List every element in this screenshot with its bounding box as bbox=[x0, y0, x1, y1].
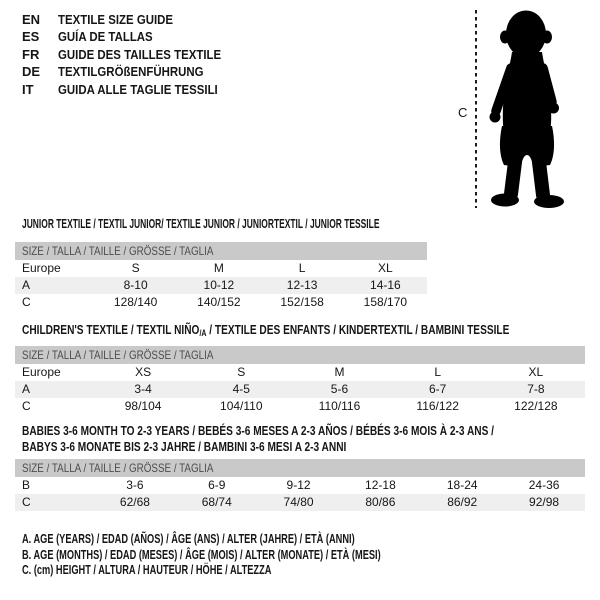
lang-row-it bbox=[22, 81, 243, 98]
table-cell: 152/158 bbox=[280, 295, 324, 309]
table-cell: 68/74 bbox=[201, 495, 232, 509]
table-cell: 86/92 bbox=[447, 495, 478, 509]
table-row bbox=[15, 364, 585, 381]
height-dashed-line-icon bbox=[475, 10, 477, 208]
baby-silhouette-icon bbox=[488, 8, 578, 208]
junior-size-table bbox=[15, 260, 427, 311]
row-label: A bbox=[22, 382, 31, 396]
table-cell: 7-8 bbox=[527, 382, 545, 396]
size-header-text: SIZE / TALLA / TAILLE / GRÖSSE / TAGLIA bbox=[22, 461, 214, 475]
title-line1: BABIES 3-6 MONTH TO 2-3 YEARS / BEBÉS 3-6 MESES A 2-3 AÑOS / BÉBÉS 3-6 MOIS À 2-3 ANS / bbox=[22, 423, 494, 438]
table-cell: 116/122 bbox=[416, 399, 459, 413]
title-text: JUNIOR TEXTILE / TEXTIL JUNIOR/ TEXTILE JUNIOR / JUNIORTEXTIL / JUNIOR TESSILE bbox=[22, 216, 380, 231]
table-cell: 3-6 bbox=[126, 478, 144, 492]
table-cell: M bbox=[213, 261, 224, 275]
footnote-a: A. AGE (YEARS) / EDAD (AÑOS) / ÂGE (ANS) / ALTER (JAHRE) / ETÀ (ANNI) bbox=[22, 532, 355, 546]
section-title-children bbox=[22, 322, 509, 342]
children-size-table bbox=[15, 364, 585, 415]
lang-row-fr bbox=[22, 46, 243, 63]
table-cell: L bbox=[434, 365, 441, 379]
table-cell: 14-16 bbox=[370, 278, 401, 292]
table-cell: 8-10 bbox=[123, 278, 148, 292]
babies-size-table bbox=[15, 477, 585, 511]
table-cell: 9-12 bbox=[286, 478, 311, 492]
size-header-text: SIZE / TALLA / TAILLE / GRÖSSE / TAGLIA bbox=[22, 244, 214, 258]
row-label: Europe bbox=[22, 365, 61, 379]
lang-label: GUIDA ALLE TAGLIE TESSILI bbox=[58, 81, 218, 97]
lang-code: IT bbox=[22, 81, 34, 97]
title-text: / TEXTILE DES ENFANTS / KINDERTEXTIL / BAMBINI TESSILE bbox=[206, 322, 510, 337]
table-cell: 12-18 bbox=[365, 478, 396, 492]
size-header-bar bbox=[15, 459, 585, 477]
lang-row-de bbox=[22, 63, 243, 80]
table-cell: 98/104 bbox=[124, 399, 162, 413]
table-cell: 110/116 bbox=[318, 399, 361, 413]
junior-table-block bbox=[15, 242, 427, 311]
height-figure bbox=[450, 8, 590, 214]
footnote-c: C. (cm) HEIGHT / ALTURA / HAUTEUR / HÖHE / ALTEZZA bbox=[22, 563, 272, 578]
babies-table-block bbox=[15, 459, 585, 511]
table-cell: 128/140 bbox=[113, 295, 158, 309]
table-cell: 10-12 bbox=[203, 278, 235, 292]
table-row bbox=[15, 477, 585, 494]
lang-code: EN bbox=[22, 12, 41, 27]
table-cell: XL bbox=[528, 365, 544, 379]
table-row bbox=[15, 277, 427, 294]
table-cell: XL bbox=[378, 261, 393, 275]
lang-label: GUIDE DES TAILLES TEXTILE bbox=[58, 46, 222, 62]
table-row bbox=[15, 260, 427, 277]
table-cell: 6-9 bbox=[208, 478, 226, 492]
lang-row-es bbox=[22, 28, 243, 45]
table-cell: L bbox=[298, 261, 306, 275]
lang-row-en bbox=[22, 11, 243, 28]
row-label: C bbox=[22, 495, 31, 509]
children-table-block bbox=[15, 346, 585, 415]
table-cell: 62/68 bbox=[119, 495, 150, 509]
language-list bbox=[22, 11, 243, 98]
table-cell: 24-36 bbox=[528, 478, 560, 492]
table-cell: 6-7 bbox=[428, 382, 447, 396]
table-cell: 3-4 bbox=[134, 382, 152, 396]
title-subscript: /A bbox=[199, 328, 207, 338]
row-label: C bbox=[22, 295, 31, 309]
table-cell: 104/110 bbox=[220, 399, 263, 413]
lang-code: ES bbox=[22, 29, 40, 45]
table-cell: 12-13 bbox=[286, 278, 318, 292]
table-row bbox=[15, 381, 585, 398]
row-label: C bbox=[22, 399, 31, 413]
table-row bbox=[15, 398, 585, 415]
lang-label: TEXTILE SIZE GUIDE bbox=[58, 12, 174, 27]
table-cell: S bbox=[237, 365, 246, 379]
lang-label: TEXTILGRÖßENFÜHRUNG bbox=[58, 64, 204, 80]
title-text: CHILDREN'S TEXTILE / TEXTIL NIÑO bbox=[22, 322, 200, 337]
table-row bbox=[15, 294, 427, 311]
lang-code: FR bbox=[22, 46, 40, 62]
lang-label: GUÍA DE TALLAS bbox=[58, 29, 153, 45]
row-label: A bbox=[22, 278, 31, 292]
table-cell: 74/80 bbox=[283, 495, 314, 509]
table-cell: 158/170 bbox=[363, 295, 408, 309]
height-measure-label: C bbox=[458, 105, 468, 120]
table-cell: 80/86 bbox=[365, 495, 396, 509]
table-cell: M bbox=[334, 365, 345, 379]
table-row bbox=[15, 494, 585, 511]
title-line2: BABYS 3-6 MONATE BIS 2-3 JAHRE / BAMBINI 3-6 MESI A 2-3 ANNI bbox=[22, 438, 347, 454]
row-label: B bbox=[22, 478, 31, 492]
lang-code: DE bbox=[22, 64, 41, 80]
table-cell: 4-5 bbox=[232, 382, 250, 396]
footnote-b: B. AGE (MONTHS) / EDAD (MESES) / ÂGE (MOIS) / ALTER (MONATE) / ETÀ (MESI) bbox=[22, 547, 381, 562]
size-header-bar bbox=[15, 242, 427, 260]
row-label: Europe bbox=[22, 261, 61, 275]
table-cell: 140/152 bbox=[197, 295, 241, 309]
section-title-junior bbox=[22, 216, 379, 232]
table-cell: XS bbox=[135, 365, 152, 379]
table-cell: S bbox=[131, 261, 140, 275]
table-cell: 18-24 bbox=[446, 478, 478, 492]
size-header-text: SIZE / TALLA / TAILLE / GRÖSSE / TAGLIA bbox=[22, 348, 214, 362]
table-cell: 122/128 bbox=[514, 399, 558, 413]
table-cell: 5-6 bbox=[330, 382, 349, 396]
footnotes bbox=[22, 532, 381, 579]
table-cell: 92/98 bbox=[529, 495, 560, 509]
section-title-babies bbox=[22, 423, 494, 454]
size-header-bar bbox=[15, 346, 585, 364]
